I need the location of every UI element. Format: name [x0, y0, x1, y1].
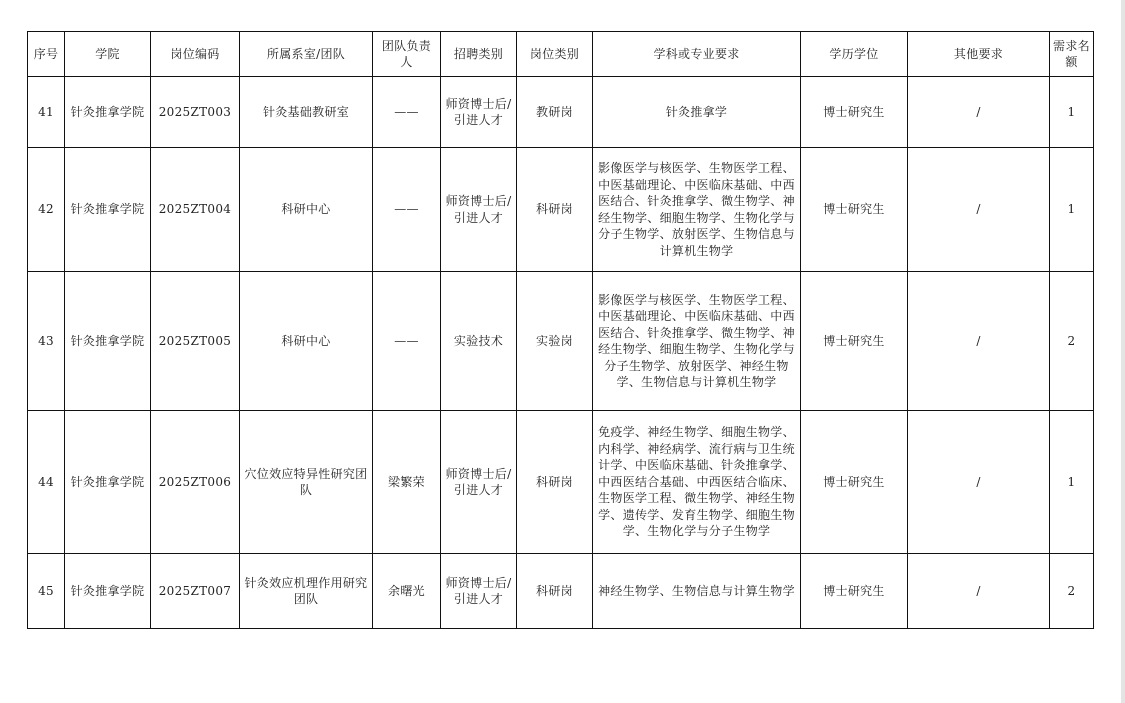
header-other: 其他要求 [908, 32, 1050, 77]
cell-category: 师资博士后/引进人才 [441, 411, 517, 554]
cell-quota: 1 [1050, 77, 1094, 148]
recruitment-table [27, 31, 1094, 629]
cell-category: 师资博士后/引进人才 [441, 148, 517, 272]
cell-college: 针灸推拿学院 [65, 411, 151, 554]
cell-quota: 2 [1050, 554, 1094, 629]
cell-code: 2025ZT003 [151, 77, 240, 148]
header-position-type: 岗位类别 [517, 32, 593, 77]
cell-other: / [908, 554, 1050, 629]
cell-quota: 1 [1050, 148, 1094, 272]
header-degree: 学历学位 [801, 32, 908, 77]
table-row [28, 77, 1094, 148]
cell-code: 2025ZT005 [151, 272, 240, 411]
header-dept: 所属系室/团队 [240, 32, 373, 77]
cell-leader: 余曙光 [373, 554, 441, 629]
cell-major: 神经生物学、生物信息与计算生物学 [593, 554, 801, 629]
cell-position-type: 实验岗 [517, 272, 593, 411]
cell-dept: 穴位效应特异性研究团队 [240, 411, 373, 554]
cell-category: 师资博士后/引进人才 [441, 554, 517, 629]
cell-dept: 针灸效应机理作用研究团队 [240, 554, 373, 629]
cell-code: 2025ZT006 [151, 411, 240, 554]
cell-quota: 1 [1050, 411, 1094, 554]
cell-college: 针灸推拿学院 [65, 148, 151, 272]
cell-leader: —— [373, 77, 441, 148]
cell-dept: 科研中心 [240, 148, 373, 272]
cell-degree: 博士研究生 [801, 272, 908, 411]
page-edge [1121, 0, 1125, 703]
cell-other: / [908, 148, 1050, 272]
header-college: 学院 [65, 32, 151, 77]
cell-leader: —— [373, 272, 441, 411]
header-leader: 团队负责人 [373, 32, 441, 77]
cell-leader: —— [373, 148, 441, 272]
cell-quota: 2 [1050, 272, 1094, 411]
cell-degree: 博士研究生 [801, 554, 908, 629]
cell-position-type: 科研岗 [517, 411, 593, 554]
cell-other: / [908, 411, 1050, 554]
cell-category: 实验技术 [441, 272, 517, 411]
cell-major: 针灸推拿学 [593, 77, 801, 148]
cell-position-type: 教研岗 [517, 77, 593, 148]
cell-major: 影像医学与核医学、生物医学工程、中医基础理论、中医临床基础、中西医结合、针灸推拿学、微生物学、神经生物学、细胞生物学、生物化学与分子生物学、放射医学、生物信息与计算机生物学 [593, 148, 801, 272]
cell-other: / [908, 77, 1050, 148]
header-row [28, 32, 1094, 77]
cell-position-type: 科研岗 [517, 554, 593, 629]
header-code: 岗位编码 [151, 32, 240, 77]
cell-no: 44 [28, 411, 65, 554]
header-major: 学科或专业要求 [593, 32, 801, 77]
cell-no: 42 [28, 148, 65, 272]
cell-major: 影像医学与核医学、生物医学工程、中医基础理论、中医临床基础、中西医结合、针灸推拿学、微生物学、神经生物学、细胞生物学、生物化学与分子生物学、放射医学、神经生物学、生物信息与计算机生物学 [593, 272, 801, 411]
cell-category: 师资博士后/引进人才 [441, 77, 517, 148]
cell-college: 针灸推拿学院 [65, 272, 151, 411]
cell-dept: 科研中心 [240, 272, 373, 411]
header-no: 序号 [28, 32, 65, 77]
cell-code: 2025ZT007 [151, 554, 240, 629]
cell-code: 2025ZT004 [151, 148, 240, 272]
cell-degree: 博士研究生 [801, 77, 908, 148]
cell-degree: 博士研究生 [801, 411, 908, 554]
cell-no: 43 [28, 272, 65, 411]
cell-other: / [908, 272, 1050, 411]
cell-dept: 针灸基础教研室 [240, 77, 373, 148]
cell-leader: 梁繁荣 [373, 411, 441, 554]
cell-college: 针灸推拿学院 [65, 77, 151, 148]
cell-college: 针灸推拿学院 [65, 554, 151, 629]
table-row [28, 411, 1094, 554]
table-row [28, 554, 1094, 629]
header-quota: 需求名额 [1050, 32, 1094, 77]
cell-position-type: 科研岗 [517, 148, 593, 272]
table-row [28, 272, 1094, 411]
header-category: 招聘类别 [441, 32, 517, 77]
cell-major: 免疫学、神经生物学、细胞生物学、内科学、神经病学、流行病与卫生统计学、中医临床基础、针灸推拿学、中西医结合基础、中西医结合临床、生物医学工程、微生物学、神经生物学、遗传学、发育生物学、细胞生物学、生物化学与分子生物学 [593, 411, 801, 554]
cell-degree: 博士研究生 [801, 148, 908, 272]
cell-no: 41 [28, 77, 65, 148]
cell-no: 45 [28, 554, 65, 629]
table-row [28, 148, 1094, 272]
